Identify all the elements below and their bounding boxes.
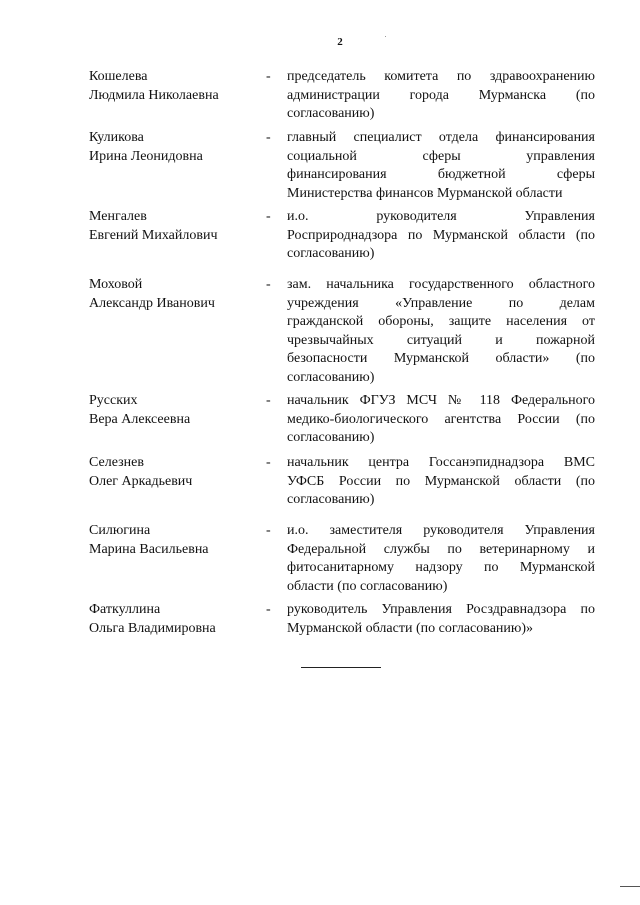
position-line: согласованию) — [287, 369, 375, 385]
margin-mark — [620, 886, 640, 887]
position-line: зам. начальника государственного областного — [287, 277, 595, 292]
separator-dash: - — [266, 69, 271, 84]
member-position — [287, 129, 595, 203]
member-surname: Моховой — [89, 277, 143, 292]
position-line: Министерства финансов Мурманской области — [287, 185, 563, 201]
member-given-name: Евгений Михайлович — [89, 227, 218, 243]
member-given-name: Вера Алексеевна — [89, 411, 191, 427]
position-line: согласованию) — [287, 106, 375, 121]
member-given-name: Олег Аркадьевич — [89, 473, 193, 489]
position-line: согласованию) — [287, 246, 375, 261]
position-line: области (по согласованию) — [287, 578, 448, 594]
separator-dash: - — [266, 277, 271, 292]
member-position — [287, 601, 595, 638]
member-given-name: Марина Васильевна — [89, 541, 209, 557]
position-line: фитосанитарному надзору по Мурманской — [287, 560, 595, 575]
member-position — [287, 208, 595, 264]
separator-dash: - — [266, 455, 271, 470]
separator-dash: - — [266, 130, 271, 145]
position-line: медико-биологического агентства России (по — [287, 411, 595, 427]
member-position — [287, 276, 595, 387]
position-line: чрезвычайных ситуаций и пожарной — [287, 332, 595, 348]
member-name — [89, 129, 254, 166]
position-line: председатель комитета по здравоохранению — [287, 69, 595, 84]
member-name — [89, 208, 254, 245]
position-line: УФСБ России по Мурманской области (по — [287, 473, 595, 489]
position-line: администрации города Мурманска (по — [287, 87, 595, 103]
member-surname: Фаткуллина — [89, 602, 161, 617]
member-name — [89, 522, 254, 559]
position-line: гражданской обороны, защите населения от — [287, 314, 595, 329]
position-line: руководитель Управления Росздравнадзора по — [287, 602, 595, 617]
separator-dash: - — [266, 393, 271, 408]
page-number: 2 — [337, 36, 343, 48]
separator-dash: - — [266, 209, 271, 224]
position-line: социальной сферы управления — [287, 148, 595, 164]
member-surname: Русских — [89, 393, 138, 408]
position-line: согласованию) — [287, 430, 375, 445]
member-position — [287, 68, 595, 124]
member-surname: Менгалев — [89, 209, 147, 224]
separator-dash: - — [266, 523, 271, 538]
member-name — [89, 276, 254, 313]
member-name — [89, 601, 254, 638]
position-line: Росприроднадзора по Мурманской области (по — [287, 227, 595, 243]
position-line: начальник ФГУЗ МСЧ № 118 Федерального — [287, 393, 595, 408]
member-surname: Куликова — [89, 130, 144, 145]
position-line: безопасности Мурманской области» (по — [287, 351, 595, 366]
member-position — [287, 522, 595, 596]
member-given-name: Ирина Леонидовна — [89, 148, 203, 164]
member-surname: Селезнев — [89, 455, 144, 470]
member-surname: Силюгина — [89, 523, 151, 538]
position-line: согласованию) — [287, 492, 375, 507]
position-line: начальник центра Госсанэпиднадзора ВМС — [287, 455, 595, 470]
member-position — [287, 454, 595, 510]
position-line: и.о. заместителя руководителя Управления — [287, 523, 595, 538]
position-line: финансирования бюджетной сферы — [287, 167, 595, 182]
member-name — [89, 68, 254, 105]
position-line: и.о. руководителя Управления — [287, 209, 595, 224]
member-position — [287, 392, 595, 448]
position-line: главный специалист отдела финансирования — [287, 130, 595, 145]
member-given-name: Александр Иванович — [89, 295, 215, 311]
position-line: учреждения «Управление по делам — [287, 295, 595, 311]
end-of-list-rule-segment — [359, 667, 381, 668]
member-given-name: Людмила Николаевна — [89, 87, 219, 103]
end-of-list-rule — [301, 667, 381, 668]
scan-speck — [385, 36, 386, 37]
separator-dash: - — [266, 602, 271, 617]
member-name — [89, 454, 254, 491]
member-given-name: Ольга Владимировна — [89, 620, 216, 636]
member-surname: Кошелева — [89, 69, 148, 84]
position-line: Федеральной службы по ветеринарному и — [287, 541, 595, 557]
member-name — [89, 392, 254, 429]
position-line: Мурманской области (по согласованию)» — [287, 620, 534, 636]
